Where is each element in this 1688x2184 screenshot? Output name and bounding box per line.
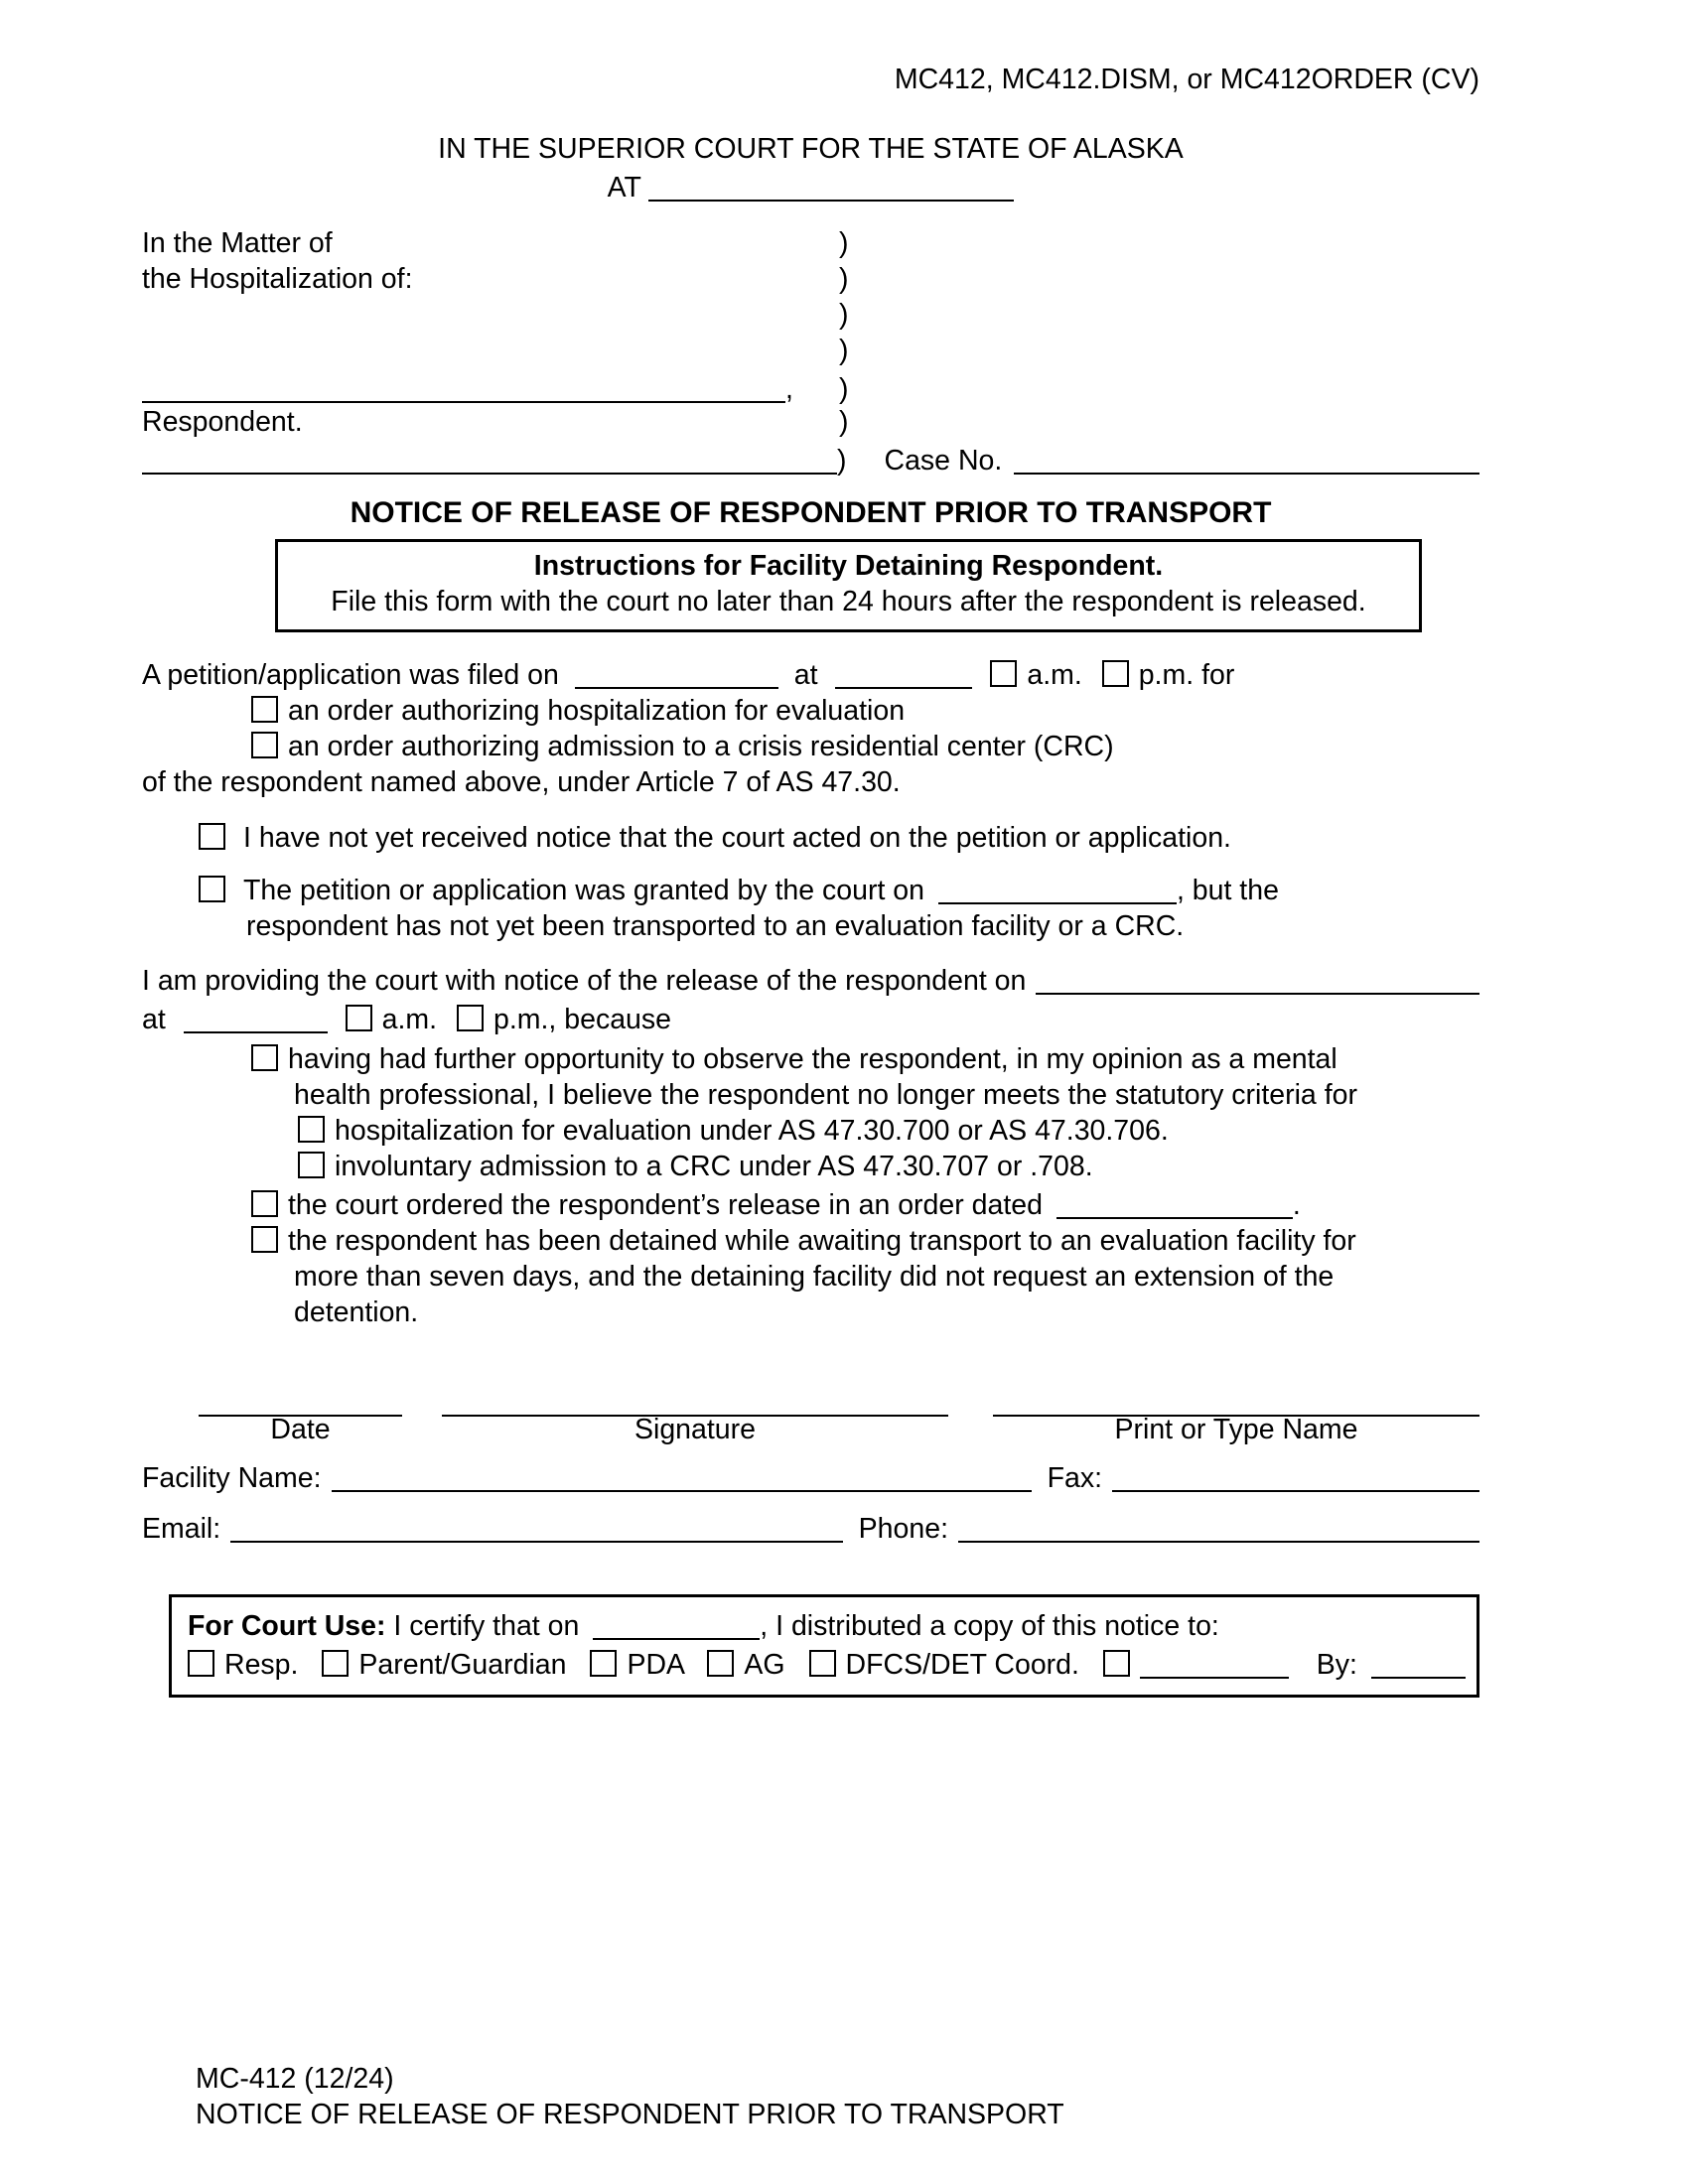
petition-filed-line xyxy=(142,654,1479,693)
granted-text: The petition or application was granted by the court on xyxy=(243,875,925,906)
sub-hospitalization-label: hospitalization for evaluation under AS 47.30.700 or AS 47.30.706. xyxy=(335,1115,1169,1147)
caption-paren: ) xyxy=(839,227,849,259)
ag-label: AG xyxy=(744,1649,785,1681)
email-label: Email: xyxy=(142,1513,221,1545)
release-time-blank[interactable] xyxy=(184,1004,328,1033)
instructions-box xyxy=(275,539,1422,632)
pda-label: PDA xyxy=(627,1649,684,1681)
facility-name-label: Facility Name: xyxy=(142,1462,322,1494)
case-caption xyxy=(142,225,1479,476)
caption-row xyxy=(142,261,1479,297)
filed-date-blank[interactable] xyxy=(575,659,778,689)
option-crc-checkbox[interactable] xyxy=(251,732,278,758)
caption-row xyxy=(142,404,1479,440)
at-label: AT xyxy=(607,172,641,204)
caption-row xyxy=(142,368,1479,404)
reason-detained-line1 xyxy=(142,1223,1479,1259)
reason-detained-line3: detention. xyxy=(294,1297,419,1328)
filed-pm-checkbox[interactable] xyxy=(1102,660,1129,687)
caption-row xyxy=(142,333,1479,368)
facility-name-blank[interactable] xyxy=(332,1462,1032,1492)
release-at-label: at xyxy=(142,1004,166,1035)
footer-form-number: MC-412 (12/24) xyxy=(196,2063,394,2095)
ag-checkbox[interactable] xyxy=(707,1650,734,1677)
pda-checkbox[interactable] xyxy=(590,1650,617,1677)
caption-paren: ) xyxy=(839,335,849,366)
print-name-blank[interactable] xyxy=(993,1387,1479,1417)
form-codes: MC412, MC412.DISM, or MC412ORDER (CV) xyxy=(894,64,1479,95)
caption-row xyxy=(142,225,1479,261)
court-use-line2 xyxy=(188,1644,1461,1683)
email-blank[interactable] xyxy=(230,1513,842,1543)
other-recipient-blank[interactable] xyxy=(1140,1649,1289,1679)
sub-crc-checkbox[interactable] xyxy=(298,1152,325,1178)
reason-detained-checkbox[interactable] xyxy=(251,1226,278,1253)
by-blank[interactable] xyxy=(1371,1649,1466,1679)
court-use-box xyxy=(169,1594,1479,1698)
release-date-blank[interactable] xyxy=(1036,965,1479,995)
caption-paren: ) xyxy=(839,406,849,438)
order-date-blank[interactable] xyxy=(1056,1189,1293,1219)
release-time-line xyxy=(142,999,1479,1037)
reason-observation-line2: health professional, I believe the respondent no longer meets the statutory criteria for xyxy=(294,1079,1357,1111)
caption-close-paren: ) xyxy=(837,445,847,477)
option-crc-label: an order authorizing admission to a crisis residential center (CRC) xyxy=(288,731,1114,762)
signature-labels-row xyxy=(142,1412,1479,1447)
filed-time-blank[interactable] xyxy=(835,659,972,689)
granted-date-blank[interactable] xyxy=(938,875,1177,904)
no-notice-checkbox[interactable] xyxy=(199,823,225,850)
phone-blank[interactable] xyxy=(958,1513,1479,1543)
fax-label: Fax: xyxy=(1047,1462,1102,1494)
release-pm-checkbox[interactable] xyxy=(457,1005,484,1031)
reason-observation-text1: having had further opportunity to observe the respondent, in my opinion as a mental xyxy=(288,1043,1337,1075)
petition-filed-text: A petition/application was filed on xyxy=(142,659,559,691)
reason-detained-text1: the respondent has been detained while awaiting transport to an evaluation facility for xyxy=(288,1225,1356,1257)
instructions-body: File this form with the court no later than 24 hours after the respondent is released. xyxy=(331,586,1366,617)
granted-line xyxy=(142,870,1479,908)
caption-row xyxy=(142,297,1479,333)
caption-comma: , xyxy=(785,373,793,405)
fax-blank[interactable] xyxy=(1112,1462,1479,1492)
granted-checkbox[interactable] xyxy=(199,876,225,902)
reason-observation-checkbox[interactable] xyxy=(251,1044,278,1071)
caption-paren: ) xyxy=(839,373,849,405)
filed-at-label: at xyxy=(793,659,818,691)
signature-underlines-row xyxy=(142,1382,1479,1412)
release-lead-line xyxy=(142,960,1479,999)
granted-text-post: , but the xyxy=(1176,875,1279,906)
petition-for-label: for xyxy=(1201,659,1235,691)
court-location-line xyxy=(142,167,1479,205)
sub-crc-line xyxy=(142,1149,1479,1184)
caption-bottom-blank[interactable] xyxy=(142,445,837,475)
matter-line2: the Hospitalization of: xyxy=(142,263,413,295)
form-title: NOTICE OF RELEASE OF RESPONDENT PRIOR TO TRANSPORT xyxy=(350,496,1272,529)
signature-blank[interactable] xyxy=(442,1387,948,1417)
release-am-checkbox[interactable] xyxy=(346,1005,372,1031)
release-am-label: a.m. xyxy=(381,1004,438,1035)
caption-bottom-row xyxy=(142,440,1479,476)
petition-option-line xyxy=(142,729,1479,764)
date-label: Date xyxy=(270,1414,331,1445)
caption-paren: ) xyxy=(839,299,849,331)
certify-text-post: , I distributed a copy of this notice to: xyxy=(760,1610,1219,1642)
option-hospitalization-checkbox[interactable] xyxy=(251,696,278,723)
respondent-name-blank[interactable] xyxy=(142,373,785,403)
instructions-heading: Instructions for Facility Detaining Respondent. xyxy=(533,550,1164,582)
for-court-use-label: For Court Use: xyxy=(188,1610,386,1642)
resp-checkbox[interactable] xyxy=(188,1650,214,1677)
no-notice-line xyxy=(142,820,1479,856)
reason-court-order-period: . xyxy=(1292,1189,1301,1221)
court-location-blank[interactable] xyxy=(648,172,1014,202)
reason-observation-line1 xyxy=(142,1041,1479,1077)
resp-label: Resp. xyxy=(224,1649,299,1681)
filed-pm-label: p.m. xyxy=(1138,659,1195,691)
footer-form-name: NOTICE OF RELEASE OF RESPONDENT PRIOR TO TRANSPORT xyxy=(196,2099,1064,2130)
reason-detained-line2: more than seven days, and the detaining facility did not request an extension of the xyxy=(294,1261,1335,1293)
date-blank[interactable] xyxy=(199,1387,402,1417)
sub-hospitalization-checkbox[interactable] xyxy=(298,1116,325,1143)
granted-line2: respondent has not yet been transported to an evaluation facility or a CRC. xyxy=(246,910,1185,942)
reason-court-order-text: the court ordered the respondent’s release in an order dated xyxy=(288,1189,1043,1221)
court-use-line1 xyxy=(188,1605,1461,1644)
no-notice-label: I have not yet received notice that the court acted on the petition or application. xyxy=(243,822,1231,854)
parent-guardian-checkbox[interactable] xyxy=(322,1650,349,1677)
reason-court-order-checkbox[interactable] xyxy=(251,1190,278,1217)
sub-crc-label: involuntary admission to a CRC under AS 47.30.707 or .708. xyxy=(335,1151,1093,1182)
form-footer xyxy=(196,2061,1064,2132)
petition-option-line xyxy=(142,693,1479,729)
certify-text: I certify that on xyxy=(393,1610,580,1642)
filed-am-checkbox[interactable] xyxy=(990,660,1017,687)
sub-hospitalization-line xyxy=(142,1113,1479,1149)
caption-paren: ) xyxy=(839,263,849,295)
email-row xyxy=(142,1508,1479,1547)
reason-court-order-line xyxy=(142,1184,1479,1223)
respondent-name-line xyxy=(142,368,839,407)
print-name-label: Print or Type Name xyxy=(1114,1414,1358,1445)
case-no-blank[interactable] xyxy=(1014,445,1479,475)
distribution-date-blank[interactable] xyxy=(593,1610,760,1640)
phone-label: Phone: xyxy=(858,1513,948,1545)
filed-am-label: a.m. xyxy=(1027,659,1082,691)
signature-label: Signature xyxy=(633,1414,756,1445)
court-title: IN THE SUPERIOR COURT FOR THE STATE OF ALASKA xyxy=(438,133,1184,165)
petition-tail-line: of the respondent named above, under Article 7 of AS 47.30. xyxy=(142,766,901,798)
case-no-label: Case No. xyxy=(884,445,1003,477)
by-label: By: xyxy=(1316,1649,1357,1681)
release-lead-text: I am providing the court with notice of the release of the respondent on xyxy=(142,965,1027,997)
dfcs-checkbox[interactable] xyxy=(809,1650,836,1677)
matter-line1: In the Matter of xyxy=(142,227,333,259)
option-hospitalization-label: an order authorizing hospitalization for evaluation xyxy=(288,695,906,727)
other-recipient-checkbox[interactable] xyxy=(1103,1650,1130,1677)
parent-guardian-label: Parent/Guardian xyxy=(358,1649,567,1681)
release-pm-label: p.m., because xyxy=(492,1004,671,1035)
facility-row xyxy=(142,1457,1479,1496)
dfcs-label: DFCS/DET Coord. xyxy=(845,1649,1079,1681)
respondent-label: Respondent. xyxy=(142,406,303,438)
